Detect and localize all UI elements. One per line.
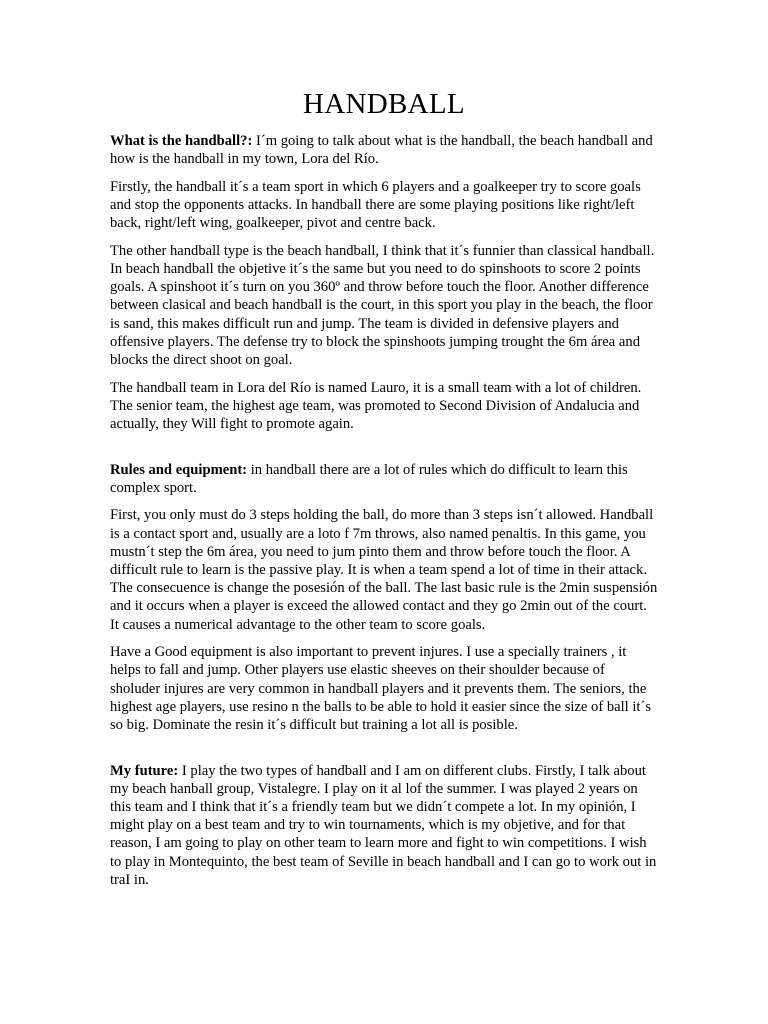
paragraph-lora-team: The handball team in Lora del Río is named Lauro, it is a small team with a lot of children. The senior team, the highest age team, was promoted to Second Division of Andalucia and actually, they Will fight to promote again. (110, 379, 642, 433)
section-heading-my-future: My future: (110, 762, 179, 779)
paragraph-rules: First, you only must do 3 steps holding the ball, do more than 3 steps isn´t allowed. Handball is a contact sport and, usually are a loto f 7m throws, also named penaltis. In this game, you mustn´t step the 6m área, you need to jum pinto them and throw before touch the floor. A difficult rule to learn is the passive play. It is when a team spend a lot of time in their attack. The consecuence is change the posesión of the ball. The last basic rule is the 2min suspensión and it occurs when a player is exceed the allowed contact and they go 2min out of the court. It causes a numerical advantage to the other team to score goals. (110, 507, 658, 633)
intro-text: I´m going to talk about what is the handball, the beach handball and how is the handball in my town, Lora del Río. (110, 133, 653, 168)
future-text: I play the two types of handball and I am on different clubs. Firstly, I talk about my beach hanball group, Vistalegre. I play on it al lof the summer. I was played 2 years on this team and I think that it´s a friendly team but we didn´t compete a lot. In my opinión, I might play on a best team and try to win tournaments, which is my objetive, and for that reason, I am going to play on other team to learn more and fight to win competitions. I wish to play in Montequinto, the best team of Seville in beach handball and I can go to work out in traI in. (110, 762, 657, 888)
paragraph-team-sport: Firstly, the handball it´s a team sport in which 6 players and a goalkeeper try to score goals and stop the opponents attacks. In handball there are some playing positions like right/left back, right/left wing, goalkeeper, pivot and centre back. (110, 178, 641, 232)
section-future-paragraph (110, 762, 658, 889)
section-spacer (110, 443, 658, 461)
section-heading-what-is-handball: What is the handball?: (110, 133, 253, 149)
section-spacer (110, 744, 658, 762)
page-title: HANDBALL (303, 88, 465, 120)
paragraph-equipment: Have a Good equipment is also important to prevent injures. I use a specially trainers , it helps to fall and jump. Other players use elastic sheeves on their shoulder because of sholuder injures are very common in handball players and it prevents them. The seniors, the highest age players, use resino n the balls to be able to hold it easier since the size of ball it´s so big. Dominate the resin it´s difficult but training a lot all is posible. (110, 644, 652, 734)
section-heading-rules-equipment: Rules and equipment: (110, 461, 248, 478)
section-intro-paragraph (110, 132, 658, 168)
document-body (110, 132, 658, 898)
section-rules-intro-paragraph (110, 461, 658, 497)
rules-intro-text: in handball there are a lot of rules which do difficult to learn this complex sport. (110, 461, 628, 496)
paragraph-beach-handball: The other handball type is the beach handball, I think that it´s funnier than classical handball. In beach handball the objetive it´s the same but you need to do spinshoots to score 2 points goals. A spinshoot it´s turn on you 360º and throw before touch the floor. Another difference between clasical and beach handball is the court, in this sport you play in the beach, the floor is sand, this makes difficult run and jump. The team is divided in defensive players and offensive players. The defense try to block the spinshoots jumping trought the 6m área and blocks the direct shoot on goal. (110, 242, 655, 369)
